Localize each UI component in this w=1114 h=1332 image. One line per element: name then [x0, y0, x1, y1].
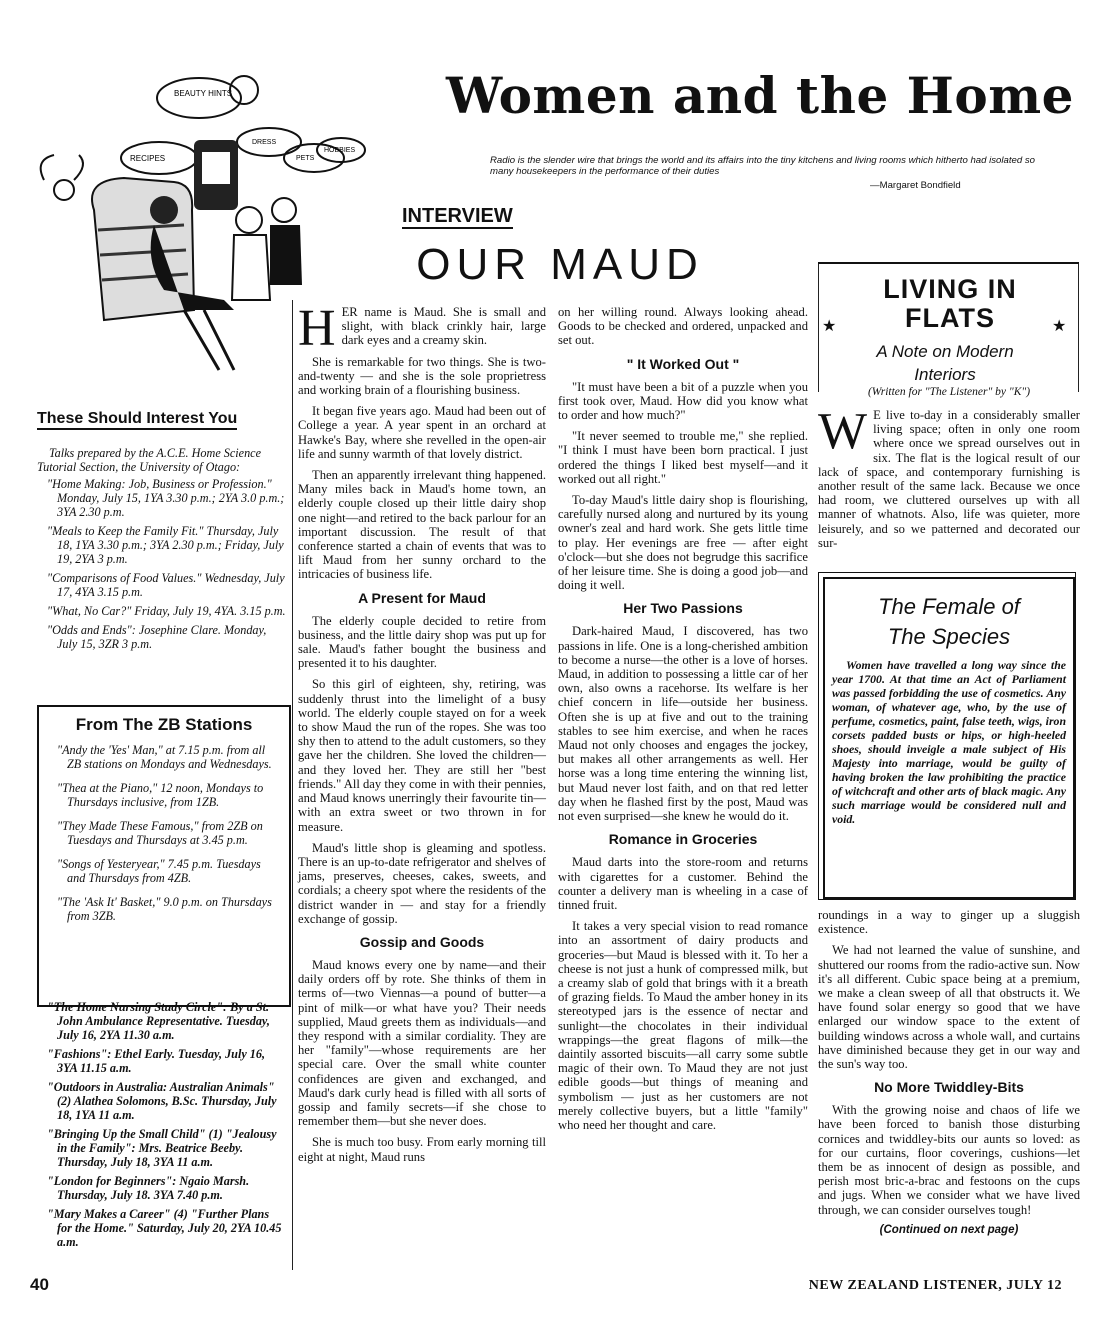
article-paragraph: She is remarkable for two things. She is two-and-twenty — and she is the sole proprietress and working brain of a flourishing business.: [298, 354, 546, 398]
zb-stations-box: [37, 705, 291, 1007]
star-icon: ★: [822, 318, 837, 335]
flats-rule-right: [1078, 262, 1079, 392]
section-heading: A Present for Maud: [358, 589, 486, 606]
article-paragraph: With the growing noise and chaos of life we have been forced to banish those disturbing cornices and twiddley-bits our aunts so loved: as for our curtains, floor coverings, cushions—let them be as innocent of design as possible, and perish most bric-a-brac and festoons on the cups and jugs. When we consider what we have lived through, we can consider ourselves tough!: [818, 1103, 1080, 1217]
flats-body-bottom: [818, 908, 1080, 1236]
article-paragraph: "It never seemed to trouble me," she replied. "I think I must have been born practical. I just ordered the things I liked best myself—and it worked out all right.": [558, 429, 808, 486]
masthead-quote: Radio is the slender wire that brings the world and its affairs into the tiny kitchens and living rooms which hitherto had isolated so many housekeepers in the performance of their duties: [490, 155, 1035, 177]
interest-item: "Odds and Ends": Josephine Clare. Monday, July 15, 3ZR 3 p.m.: [47, 623, 267, 651]
article-opening: ER name is Maud. She is small and slight, with black crinkly hair, large dark eyes and a creamy skin.: [341, 305, 546, 348]
programme-item: "London for Beginners": Ngaio Marsh. Thursday, July 18. 3YA 7.40 p.m.: [47, 1174, 250, 1202]
flats-title-line-2: FLATS: [905, 303, 995, 333]
more-programmes: [37, 1000, 287, 1254]
drop-cap: W: [818, 403, 868, 460]
article-paragraph: Then an apparently irrelevant thing happened. Many miles back in Maud's home town, an elderly couple closed up their little dairy shop one night—and retired to the back parlour for an important discussion. The result of that conference started a chain of events that was to lift Maud from her sunny orchard to the intricacies of business life.: [298, 468, 546, 582]
article-paragraph: Maud darts into the store-room and returns with cigarettes for a customer. Behind the counter a delivery man is wheeling in a case of tinned fruit.: [558, 855, 808, 912]
flats-byline: (Written for "The Listener" by "K"): [867, 386, 1031, 398]
article-paragraph: We had not learned the value of sunshine, and shuttered our rooms from the radio-active sun. Now it's all different. Cubic space being at a premium, we make a clean sweep of all that obstructs it. We have found solar energy so good that we have enlarged our window space to the extent of building windows across a whole wall, and curtains have diminished because they get in our way and the sun's way too.: [818, 943, 1080, 1072]
article-paragraph: It began five years ago. Maud had been out of College a year. A year spent in an orchard at Hawke's Bay, where she revelled in the open-air life and sunny warmth of that lovely district.: [298, 404, 546, 461]
article-paragraph: Dark-haired Maud, I discovered, has two passions in life. One is a long-cherished ambition to become a nurse—the other is a love of horses. Maud, in addition to possessing a little car of her own, also owns a racehorse. Its welfare is her chief concern in life—outside her business. Often she is up at five and out to the training stables to see him exercise, and when he races Maud not only chooses and engages the jockey, but makes all other arrangements as well. Her horse was a long time entering the winning list, but Maud never lost faith, and on that red letter day when he flashed first by the post, Maud was not even surprised—she knew he would do it.: [558, 624, 808, 824]
article-paragraph: It takes a very special vision to read romance into an assortment of dairy products and groceries—but Maud is blessed with it. To her a cheese is not just a hunk of compressed milk, but a creamy slab of gold that brings with it a breath of grazing fields. To Maud the amber honey in its stereotyped jars is the essence of nectar and sunlight—the chocolates in their individual wrappings—the great flagons of milk—the daintily assorted biscuits—all carry some subtle magic of their own. To Maud they are not just edible goods—but things of meaning and symbolism — just as her customers are not merely collective buyers, but a little "family" who need her thought and care.: [558, 919, 808, 1132]
article-paragraph: So this girl of eighteen, shy, retiring, was suddenly thrust into the limelight of a busy world. The elderly couple stayed on for a week to show Maud the run of the ropes. She was too shy then to attend to the adult customers, so they gave her the children. She loved the children—and they loved her. They are still her "best friends." All day they come in with their pennies, and Maud knows unerringly their favourite tin—with an extra sweet or two thrown in for measure.: [298, 677, 546, 834]
masthead-title: Women and the Home: [446, 66, 1074, 125]
flats-rule-left: [818, 262, 819, 392]
section-heading: Romance in Groceries: [608, 831, 758, 848]
continued-note: (Continued on next page): [879, 1223, 1019, 1236]
zb-item: "The 'Ask It' Basket," 9.0 p.m. on Thursdays from 3ZB.: [57, 895, 272, 923]
publication-footer: NEW ZEALAND LISTENER, JULY 12: [808, 1278, 1062, 1293]
label-recipes: RECIPES: [130, 154, 166, 163]
article-title: OUR MAUD: [416, 240, 704, 289]
flats-rule-top: [818, 262, 1079, 264]
article-paragraph: To-day Maud's little dairy shop is flourishing, carefully nursed along and nurtured by its young owner's zeal and hard work. She gets little time to play. Her evenings are free — after eight o'clock—but she does not begrudge this sacrifice of her leisure time. She is doing a good job—and doing it well.: [558, 493, 808, 593]
article-paragraph: on her willing round. Always looking ahead. Goods to be checked and ordered, unpacked and set out.: [558, 305, 808, 348]
programme-item: "Mary Makes a Career" (4) "Further Plans for the Home." Saturday, July 20, 2YA 10.45 a.m.: [47, 1207, 282, 1249]
label-beauty: BEAUTY HINTS: [174, 89, 233, 98]
female-title-line-1: The Female of: [878, 594, 1020, 619]
programme-item: "Outdoors in Australia: Australian Animals" (2) Alathea Solomons, B.Sc. Thursday, July 18, 1YA 11 a.m.: [47, 1080, 277, 1122]
section-heading: Gossip and Goods: [359, 933, 485, 950]
drop-cap: H: [298, 300, 336, 357]
female-text: Women have travelled a long way since the year 1700. At that time an Act of Parliament was passed forbidding the use of cosmetics. Any woman, of whatever age, who, by the use of perfume, cosmetics, paint, false teeth, wigs, iron corsets padded busts or hips, or high-heeled shoes, should inveigle a male subject of His Majesty into marriage, would be guilty of having broken the law prohibiting the practice of witchcraft and other arts of black magic. Any such marriage would be considered null and void.: [832, 658, 1066, 826]
left-column: [37, 410, 287, 656]
zb-item: "Thea at the Piano," 12 noon, Mondays to Thursdays inclusive, from 1ZB.: [57, 781, 264, 809]
flats-opening: E live to-day in a considerably smaller living space; often in only one room where once we spread ourselves out in six. The flat is the logical result of our lack of space, and contemporary furnishing is another result of the same lack. Because we once had room, we cluttered ourselves up with all manner of whatnots. Also, life was quieter, more leisurely, and so we patterned and decorated our sur-: [818, 408, 1080, 550]
interest-item: "Home Making: Job, Business or Profession." Monday, July 15, 1YA 3.30 p.m.; 2YA 3.0 p.m.; 3YA 2.30 p.m.: [47, 477, 285, 519]
flats-subtitle: A Note on Modern Interiors: [876, 342, 1014, 384]
article-paragraph: roundings in a way to ginger up a sluggish existence.: [818, 908, 1080, 937]
flats-title: [830, 275, 1070, 333]
female-title: [832, 592, 1066, 652]
female-title-line-2: The Species: [887, 624, 1011, 649]
section-heading: " It Worked Out ": [626, 355, 740, 372]
article-column-2: [558, 305, 808, 1139]
article-paragraph: She is much too busy. From early morning till eight at night, Maud runs: [298, 1135, 546, 1164]
interest-item: "Comparisons of Food Values." Wednesday, July 17, 4YA 3.15 p.m.: [47, 571, 285, 599]
article-paragraph: "It must have been a bit of a puzzle when you first took over, Maud. How did you know what to order and how much?": [558, 379, 808, 423]
column-rule: [292, 300, 293, 1270]
flats-body-top: [818, 403, 1080, 557]
programme-item: "Fashions": Ethel Early. Tuesday, July 16, 3YA 11.15 a.m.: [47, 1047, 266, 1075]
masthead-quote-author: —Margaret Bondfield: [870, 180, 961, 191]
article-paragraph: Maud's little shop is gleaming and spotless. There is an up-to-date refrigerator and shelves of jams, preserves, cheeses, cakes, sweets, and cordials; a cheery spot where the residents of the district wander in — and stay for a friendly exchange of gossip.: [298, 840, 546, 926]
label-pets: PETS: [296, 155, 315, 162]
zb-heading: From The ZB Stations: [75, 715, 253, 734]
page-number: 40: [30, 1275, 49, 1294]
interest-heading: These Should Interest You: [37, 410, 237, 430]
article-column-1: [298, 300, 546, 1171]
interest-item: "Meals to Keep the Family Fit." Thursday, July 18, 1YA 3.30 p.m.; 3YA 2.30 p.m.; Friday, July 19, 2YA 3 p.m.: [47, 524, 284, 566]
programme-item: "Bringing Up the Small Child" (1) "Jealousy in the Family": Mrs. Beatrice Beeby. Thursday, July 18, 3YA 11 a.m.: [47, 1127, 277, 1169]
article-paragraph: [298, 300, 546, 357]
label-hobbies: HOBBIES: [324, 147, 356, 154]
section-heading: Her Two Passions: [623, 600, 743, 617]
programme-item: "The Home Nursing Study Circle": By a St. John Ambulance Representative. Tuesday, July 16, 2YA 11.30 a.m.: [47, 1000, 270, 1042]
female-box: [823, 577, 1075, 899]
zb-item: "Andy the 'Yes' Man," at 7.15 p.m. from all ZB stations on Mondays and Wednesdays.: [57, 743, 272, 771]
article-paragraph: The elderly couple decided to retire from business, and the little dairy shop was put up for sale. Maud's father bought the business and presented it to his daughter.: [298, 613, 546, 671]
star-icon: ★: [1052, 318, 1067, 335]
flats-title-line-1: LIVING IN: [883, 274, 1017, 304]
article-paragraph: [818, 403, 1080, 550]
article-paragraph: Maud knows every one by name—and their daily orders off by rote. She thinks of them in terms of—two Viennas—a pound of butter—a pint of milk—or what have you? Their needs supplied, Maud greets them as individuals—and they respond with a similar cordiality. They are her "family"—whose requirements are her special care. Over the small white counter confidences are given and exchanged, and Maud's dark curly head is filled with all sorts of gossip and family secrets—if she chose to remember them—but she never does.: [298, 957, 546, 1129]
article-kicker: INTERVIEW: [402, 205, 513, 227]
section-heading: No More Twiddley-Bits: [874, 1079, 1024, 1096]
label-dress: DRESS: [252, 139, 277, 146]
zb-item: "Songs of Yesteryear," 7.45 p.m. Tuesdays and Thursdays from 4ZB.: [57, 857, 261, 885]
interest-item: "What, No Car?" Friday, July 19, 4YA. 3.15 p.m.: [47, 604, 286, 618]
interest-intro: Talks prepared by the A.C.E. Home Science Tutorial Section, the University of Otago:: [37, 446, 261, 474]
zb-item: "They Made These Famous," from 2ZB on Tuesdays and Thursdays at 3.45 p.m.: [57, 819, 263, 847]
